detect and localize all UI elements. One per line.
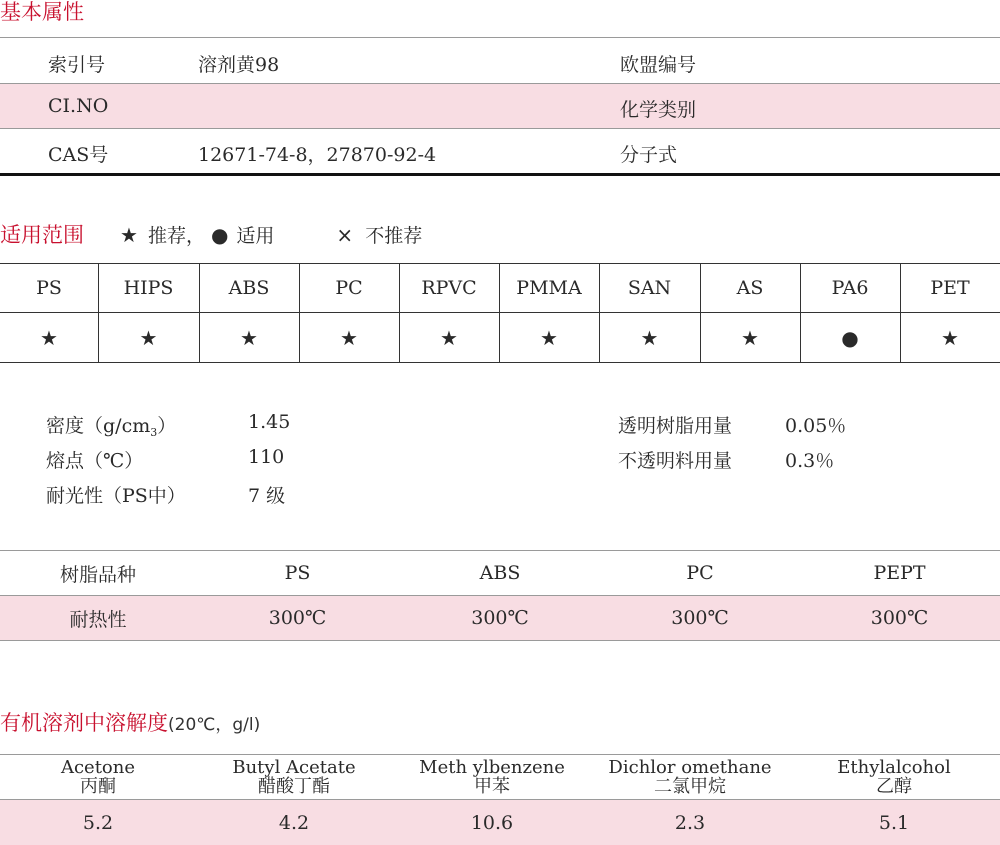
column-header: ABS	[228, 277, 270, 299]
column-header: PS	[284, 562, 311, 584]
table-cell: 300℃	[268, 607, 327, 629]
property-value: 110	[248, 446, 285, 468]
table-cell: 300℃	[471, 607, 529, 629]
star-icon: ★	[440, 325, 458, 350]
column-header	[0, 755, 196, 799]
column-header: RPVC	[421, 277, 477, 299]
table-row	[0, 84, 1000, 128]
column-header: 树脂品种	[59, 563, 136, 586]
star-icon: ★	[640, 325, 659, 350]
star-icon: ★	[941, 325, 959, 350]
column-header	[592, 755, 788, 799]
column-header: AS	[736, 277, 764, 299]
divider	[0, 640, 1000, 641]
table-cell: 4.2	[278, 811, 310, 834]
column-header: PEPT	[873, 562, 926, 584]
star-icon: ★	[40, 325, 58, 350]
field-value: 溶剂黄98	[198, 54, 280, 76]
star-icon: ★	[540, 325, 558, 350]
property-label: 透明树脂用量	[618, 415, 733, 437]
property-label: 耐光性（PS中）	[46, 485, 186, 507]
table-cell: 5.1	[878, 811, 910, 834]
table-cell: 300℃	[671, 607, 729, 629]
column-header: PS	[36, 277, 62, 299]
solvent-name-en: Acetone	[60, 757, 136, 778]
solvent-name-zh: 醋酸丁酯	[258, 776, 330, 797]
column-header	[788, 755, 1000, 799]
legend-label: 不推荐	[365, 225, 423, 247]
cross-icon: ×	[336, 222, 354, 247]
divider	[0, 173, 1000, 176]
field-label: 分子式	[620, 144, 678, 166]
field-label: CAS号	[48, 144, 109, 166]
property-label: 熔点（℃）	[46, 450, 144, 472]
solvent-name-zh: 二氯甲烷	[654, 776, 726, 797]
field-label: 欧盟编号	[620, 54, 697, 76]
column-header: PC	[686, 562, 714, 584]
table-cell: 5.2	[82, 811, 114, 834]
table-row	[0, 129, 1000, 173]
star-icon: ★	[340, 325, 358, 350]
solvent-name-zh: 甲苯	[474, 776, 510, 797]
scope-title: 适用范围	[0, 223, 84, 247]
legend-label: 推荐，	[147, 225, 205, 247]
table-cell: 2.3	[674, 811, 706, 834]
solvent-name-en: Dichlor omethane	[608, 757, 772, 778]
basic-properties-title: 基本属性	[0, 0, 84, 24]
field-label: 索引号	[48, 54, 106, 76]
solubility-heading	[0, 707, 260, 737]
field-label: 化学类别	[620, 99, 697, 121]
solvent-name-en: Meth ylbenzene	[419, 757, 565, 778]
field-value: 12671-74-8，27870-92-4	[198, 144, 437, 166]
property-label: 密度$(g/cm_3)$	[46, 415, 177, 439]
solubility-title: 有机溶剂中溶解度	[0, 711, 168, 735]
column-header: PET	[930, 277, 970, 299]
property-value: 7 级	[248, 485, 286, 507]
circle-icon: ●	[841, 325, 859, 350]
legend	[120, 221, 422, 248]
column-header: HIPS	[123, 277, 174, 299]
property-label: 不透明料用量	[618, 450, 733, 472]
column-header: ABS	[479, 562, 521, 584]
column-header	[196, 755, 392, 799]
table-cell: 300℃	[870, 607, 929, 629]
field-label: CI.NO	[48, 95, 109, 117]
circle-icon: ●	[210, 222, 229, 247]
column-header: PA6	[831, 277, 869, 299]
property-value: 1.45	[248, 411, 291, 433]
solvent-name-zh: 丙酮	[80, 776, 116, 797]
property-value: 0.3％	[785, 450, 835, 472]
star-icon: ★	[741, 325, 759, 350]
star-icon: ★	[139, 325, 158, 350]
table-row	[0, 38, 1000, 83]
solubility-units: (20℃，g/l)	[168, 715, 261, 735]
column-header: PC	[335, 277, 363, 299]
table-cell: 耐热性	[69, 608, 127, 631]
star-icon: ★	[120, 222, 138, 247]
legend-label: 适用	[236, 225, 275, 247]
star-icon: ★	[240, 325, 258, 350]
table-cell: 10.6	[470, 811, 514, 834]
solvent-name-zh: 乙醇	[876, 776, 912, 797]
column-header	[392, 755, 592, 799]
divider	[0, 362, 1000, 363]
column-header: PMMA	[516, 277, 582, 299]
column-header: SAN	[627, 277, 672, 299]
solvent-name-en: Ethylalcohol	[837, 757, 951, 778]
property-value: 0.05％	[785, 415, 847, 437]
solvent-name-en: Butyl Acetate	[232, 757, 356, 778]
